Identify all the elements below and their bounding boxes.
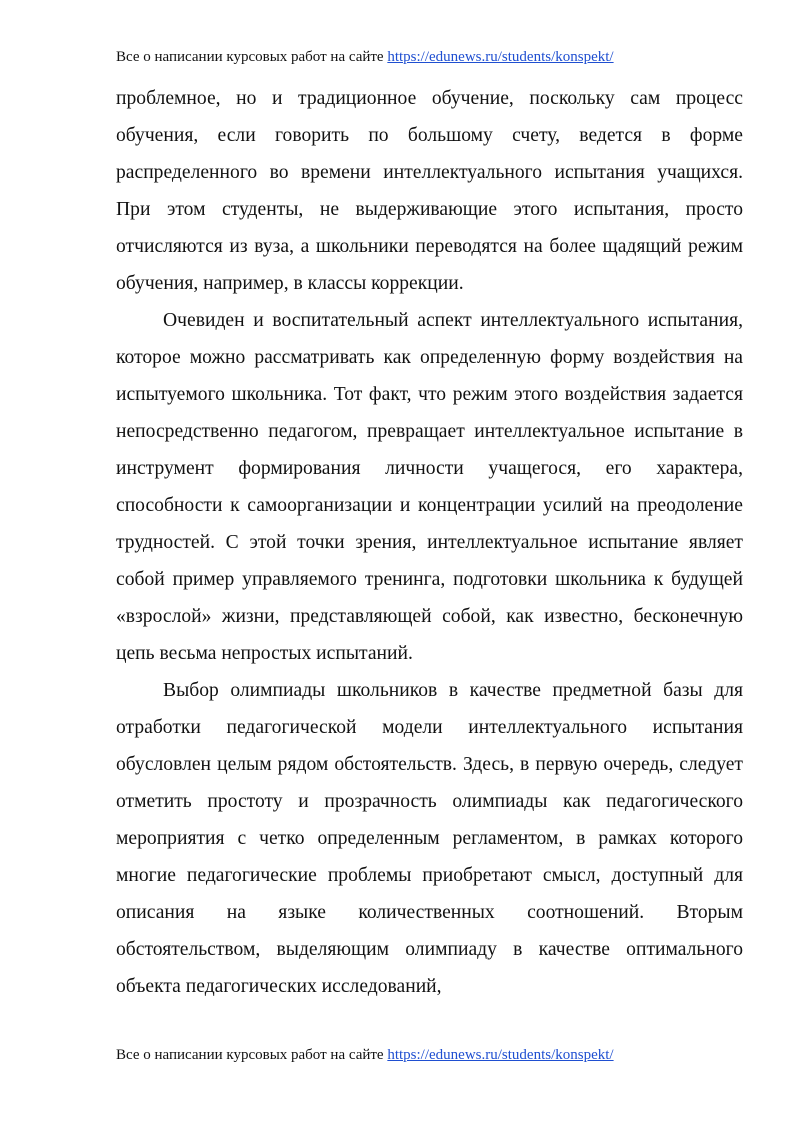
paragraph-educational-aspect: Очевиден и воспитательный аспект интеллектуального испытания, которое можно рассматривать как определенную форму воздействия на испытуемого школьника. Тот факт, что режим этого воздействия задается непосредственно педагогом, превращает интеллектуальное испытание в инструмент формирования личности учащегося, его характера, способности к самоорганизации и концентрации усилий на преодоление трудностей. С этой точки зрения, интеллектуальное испытание являет собой пример управляемого тренинга, подготовки школьника к будущей «взрослой» жизни, представляющей собой, как известно, бесконечную цепь весьма непростых испытаний.: [116, 310, 743, 664]
footer-link[interactable]: https://edunews.ru/students/konspekt/: [387, 1047, 614, 1063]
header-text: Все о написании курсовых работ на сайте: [116, 49, 388, 65]
paragraph-olympiad-choice: Выбор олимпиады школьников в качестве предметной базы для отработки педагогической модели интеллектуального испытания обусловлен целым рядом обстоятельств. Здесь, в первую очередь, следует отметить простоту и прозрачность олимпиады как педагогического мероприятия с четко определенным регламентом, в рамках которого многие педагогические проблемы приобретают смысл, доступный для описания на языке количественных соотношений. Вторым обстоятельством, выделяющим олимпиаду в качестве оптимального объекта педагогических исследований,: [116, 680, 743, 997]
page-header: [116, 48, 614, 66]
header-link[interactable]: https://edunews.ru/students/konspekt/: [387, 49, 614, 65]
footer-text: Все о написании курсовых работ на сайте: [116, 1047, 388, 1063]
body-text: [116, 80, 743, 1005]
paragraph-continuation: проблемное, но и традиционное обучение, поскольку сам процесс обучения, если говорить по большому счету, ведется в форме распределенного во времени интеллектуального испытания учащихся. При этом студенты, не выдерживающие этого испытания, просто отчисляются из вуза, а школьники переводятся на более щадящий режим обучения, например, в классы коррекции.: [116, 88, 743, 294]
page-footer: [116, 1046, 614, 1064]
